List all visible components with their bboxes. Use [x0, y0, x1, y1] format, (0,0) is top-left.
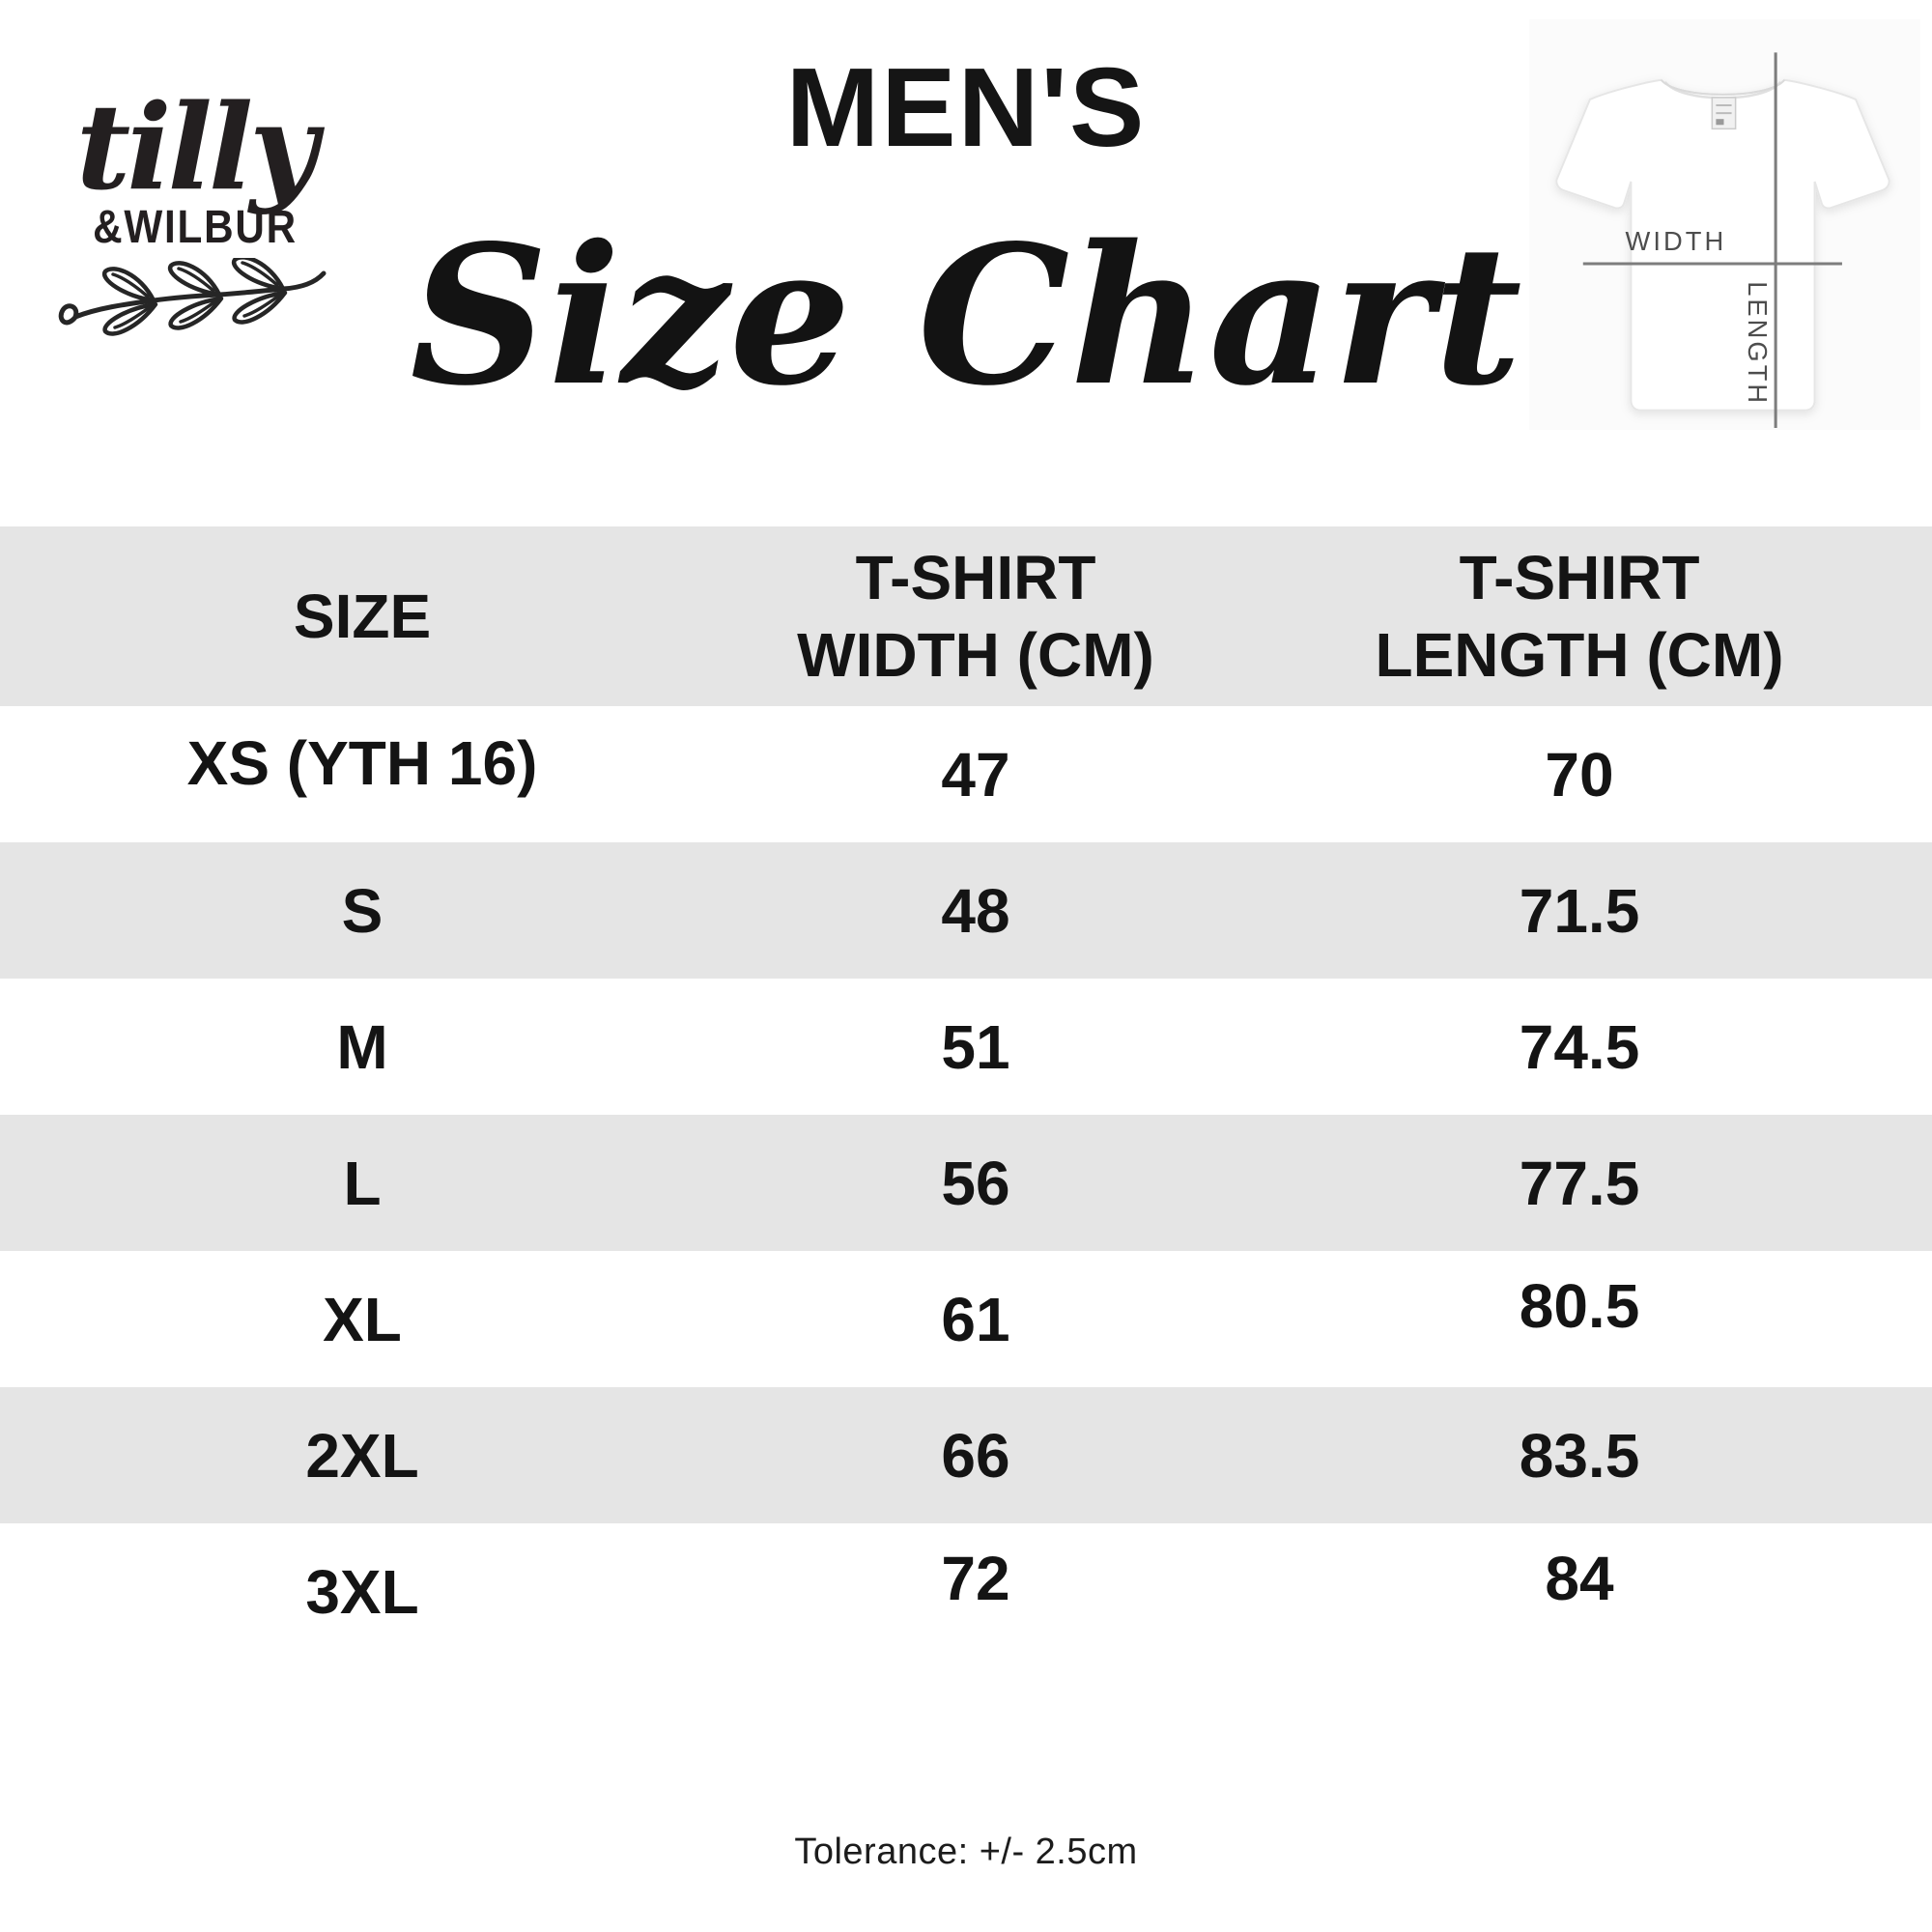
size-cell: L [343, 1148, 382, 1218]
length-cell: 70 [1545, 739, 1614, 810]
column-header-size: SIZE [293, 582, 432, 651]
length-label: LENGTH [1742, 281, 1773, 407]
size-cell: XS (YTH 16) [186, 727, 538, 798]
size-cell: S [341, 875, 384, 946]
length-cell: 77.5 [1519, 1148, 1640, 1218]
width-cell: 66 [941, 1420, 1010, 1491]
width-cell: 48 [941, 875, 1010, 946]
brand-name-caps: &WILBUR [93, 202, 298, 254]
table-row [0, 706, 1932, 842]
table-row [0, 1523, 1932, 1660]
table-row [0, 842, 1932, 979]
size-cell: 3XL [305, 1556, 419, 1627]
size-table [0, 526, 1932, 1660]
size-cell: XL [323, 1284, 402, 1354]
brand-name-script: tilly [75, 77, 315, 216]
width-label: WIDTH [1625, 225, 1727, 256]
table-row [0, 1387, 1932, 1523]
tshirt-measurement-diagram [1529, 19, 1920, 430]
category-title: MEN'S [785, 44, 1147, 170]
neck-label [1712, 98, 1735, 128]
length-cell: 84 [1545, 1543, 1614, 1613]
width-cell: 51 [941, 1011, 1010, 1082]
length-cell: 71.5 [1519, 875, 1640, 946]
tolerance-note: Tolerance: +/- 2.5cm [794, 1832, 1138, 1872]
table-header-row [0, 526, 1932, 706]
size-cell: M [336, 1011, 388, 1082]
width-cell: 72 [941, 1543, 1010, 1613]
column-header-length: T-SHIRT LENGTH (CM) [1375, 543, 1784, 690]
width-cell: 47 [941, 739, 1010, 810]
table-row [0, 1115, 1932, 1251]
length-cell: 74.5 [1519, 1011, 1640, 1082]
page-title: Size Chart [410, 203, 1522, 428]
table-row [0, 1251, 1932, 1387]
length-cell: 83.5 [1519, 1420, 1640, 1491]
column-header-width: T-SHIRT WIDTH (CM) [797, 543, 1154, 690]
width-cell: 56 [941, 1148, 1010, 1218]
width-cell: 61 [941, 1284, 1010, 1354]
table-body [0, 706, 1932, 1660]
length-cell: 80.5 [1519, 1270, 1640, 1341]
size-cell: 2XL [305, 1420, 419, 1491]
table-row [0, 979, 1932, 1115]
